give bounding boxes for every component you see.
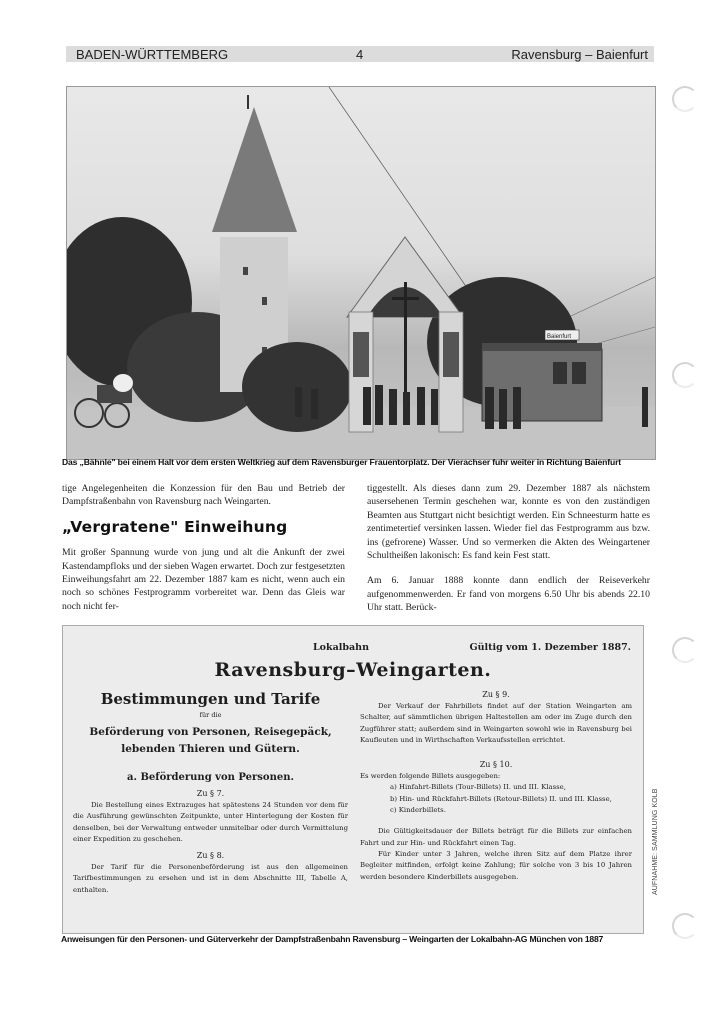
notice-company: Lokalbahn <box>313 642 369 653</box>
list-item: b) Hin- und Rückfahrt-Billets (Retour-Billets) II. und III. Klasse, <box>390 794 612 803</box>
notice-title: Ravensburg–Weingarten. <box>214 659 492 681</box>
article-paragraph: tiggestellt. Als dieses dann zum 29. Dezember 1887 als nächstem ausersehenen Termin geschehen war, konnte es von den zuständigen Beamten aus Stuttgart nicht besichtigt werden. Ein Schneesturm hatte es zentimetertief versinken lassen. Wieder fiel das Festprogramm aus bzw. ins (gefrorene) Wasser. Und so vermerken die Akten des Weingartener Schultheißen lakonisch: Es fand kein Fest statt. <box>367 483 650 562</box>
notice-left-column <box>73 686 348 896</box>
list-item: a) Hinfahrt-Billets (Tour-Billets) II. und III. Klasse, <box>390 783 566 792</box>
article-right-column <box>367 482 650 627</box>
article-paragraph: Mit großer Spannung wurde von jung und alt die Ankunft der zwei Kastendampfloks und der sieben Wagen erwartet. Doch zur festgesetzten Einweihungsfahrt am 22. Dezember 1887 kam es nicht, wenn auch ein noch so schönes Festprogramm vorbereitet war. Denn das Gleis war noch nicht fer- <box>62 547 345 612</box>
list-item: c) Kinderbillets. <box>390 806 446 815</box>
article-paragraph: Am 6. Januar 1888 konnte dann endlich der Reiseverkehr aufgenommenwerden. Er fand von morgens 6.50 Uhr bis abends 22.10 Uhr statt. Berück- <box>367 575 650 614</box>
paragraph-label: Zu § 7. <box>196 789 225 798</box>
punch-hole-icon <box>672 913 698 939</box>
paragraph-text: Der Tarif für die Personenbeförderung ist aus den allgemeinen Tarifbestimmungen zu ersehen und ist in dem Abschnitte III, Tabelle A, enthalten. <box>73 863 348 894</box>
paragraph-text: Die Gültigkeitsdauer der Billets beträgt für die Billets zur einfachen Fahrt und zur Hin- und Rückfahrt einen Tag. <box>360 827 632 847</box>
notice-heading: Bestimmungen und Tarife <box>100 690 321 708</box>
photo-credit: AUFNAHME: SAMMLUNG KOLB <box>652 788 659 895</box>
svg-text:Baienfurt: Baienfurt <box>547 334 572 340</box>
punch-hole-icon <box>672 86 698 112</box>
paragraph-text: Es werden folgende Billets ausgegeben: <box>360 772 501 781</box>
historic-tariff-notice <box>62 625 644 934</box>
notice-section-a: a. Beförderung von Personen. <box>127 772 294 783</box>
ticket-types-list <box>390 782 632 816</box>
notice-subheading: lebenden Thieren und Gütern. <box>121 743 300 755</box>
header-region: BADEN-WÜRTTEMBERG <box>76 46 229 62</box>
photo-caption: Das „Bähnle" bei einem Halt vor dem ersten Weltkrieg auf dem Ravensburger Frauentorplatz. Der Vierachser fuhr weiter in Richtung Baienfurt <box>62 457 621 467</box>
paragraph-text: Für Kinder unter 3 Jahren, welche ihren Sitz auf dem Platze ihrer Begleiter mitfinden, erfolgt keine Zahlung; für solche von 3 bis 10 Jahren werden besondere Kinderbillets ausgegeben. <box>360 849 632 881</box>
paragraph-text: Die Bestellung eines Extrazuges hat spätestens 24 Stunden vor dem für die Ausführung gewünschten Zeitpunkte, unter Hinterlegung der Kosten für denselben, bei der Verwaltung entweder unmitelbar oder durch Vermittelung einer Expedition zu geschehen. <box>73 801 348 843</box>
paragraph-label: Zu § 8. <box>196 851 225 861</box>
section-heading: „Vergratene" Einweihung <box>62 517 288 536</box>
photo-illustration <box>67 87 655 459</box>
article-left-column <box>62 482 345 625</box>
page-number: 4 <box>356 46 364 62</box>
historic-photo <box>66 86 656 460</box>
notice-for-the: für die <box>199 711 222 719</box>
punch-hole-icon <box>672 637 698 663</box>
notice-caption: Anweisungen für den Personen- und Güterverkehr der Dampfstraßenbahn Ravensburg – Weingarten der Lokalbahn-AG München von 1887 <box>61 934 604 944</box>
punch-hole-icon <box>672 362 698 388</box>
article-intro: tige Angelegenheiten die Konzession für den Bau und Betrieb der Dampfstraßenbahn von Ravensburg nach Weingarten. <box>62 483 345 508</box>
paragraph-label: Zu § 10. <box>479 760 513 770</box>
notice-valid-date: Gültig vom 1. Dezember 1887. <box>469 642 631 653</box>
paragraph-label: Zu § 9. <box>482 690 510 699</box>
header-route: Ravensburg – Baienfurt <box>511 46 648 62</box>
page-header <box>66 46 654 62</box>
notice-subheading: Beförderung von Personen, Reisegepäck, <box>89 726 332 738</box>
notice-right-column <box>360 690 632 883</box>
paragraph-text: Der Verkauf der Fahrbillets findet auf der Station Weingarten am Schalter, auf sämmtlichen übrigen Haltestellen am oder im Zuge durch den Zugführer statt; außerdem sind in Weingarten sowohl wie in Ravensburg bei Kaufleuten und in Wirthschaften Verkaufsstellen errichtet. <box>360 702 632 744</box>
